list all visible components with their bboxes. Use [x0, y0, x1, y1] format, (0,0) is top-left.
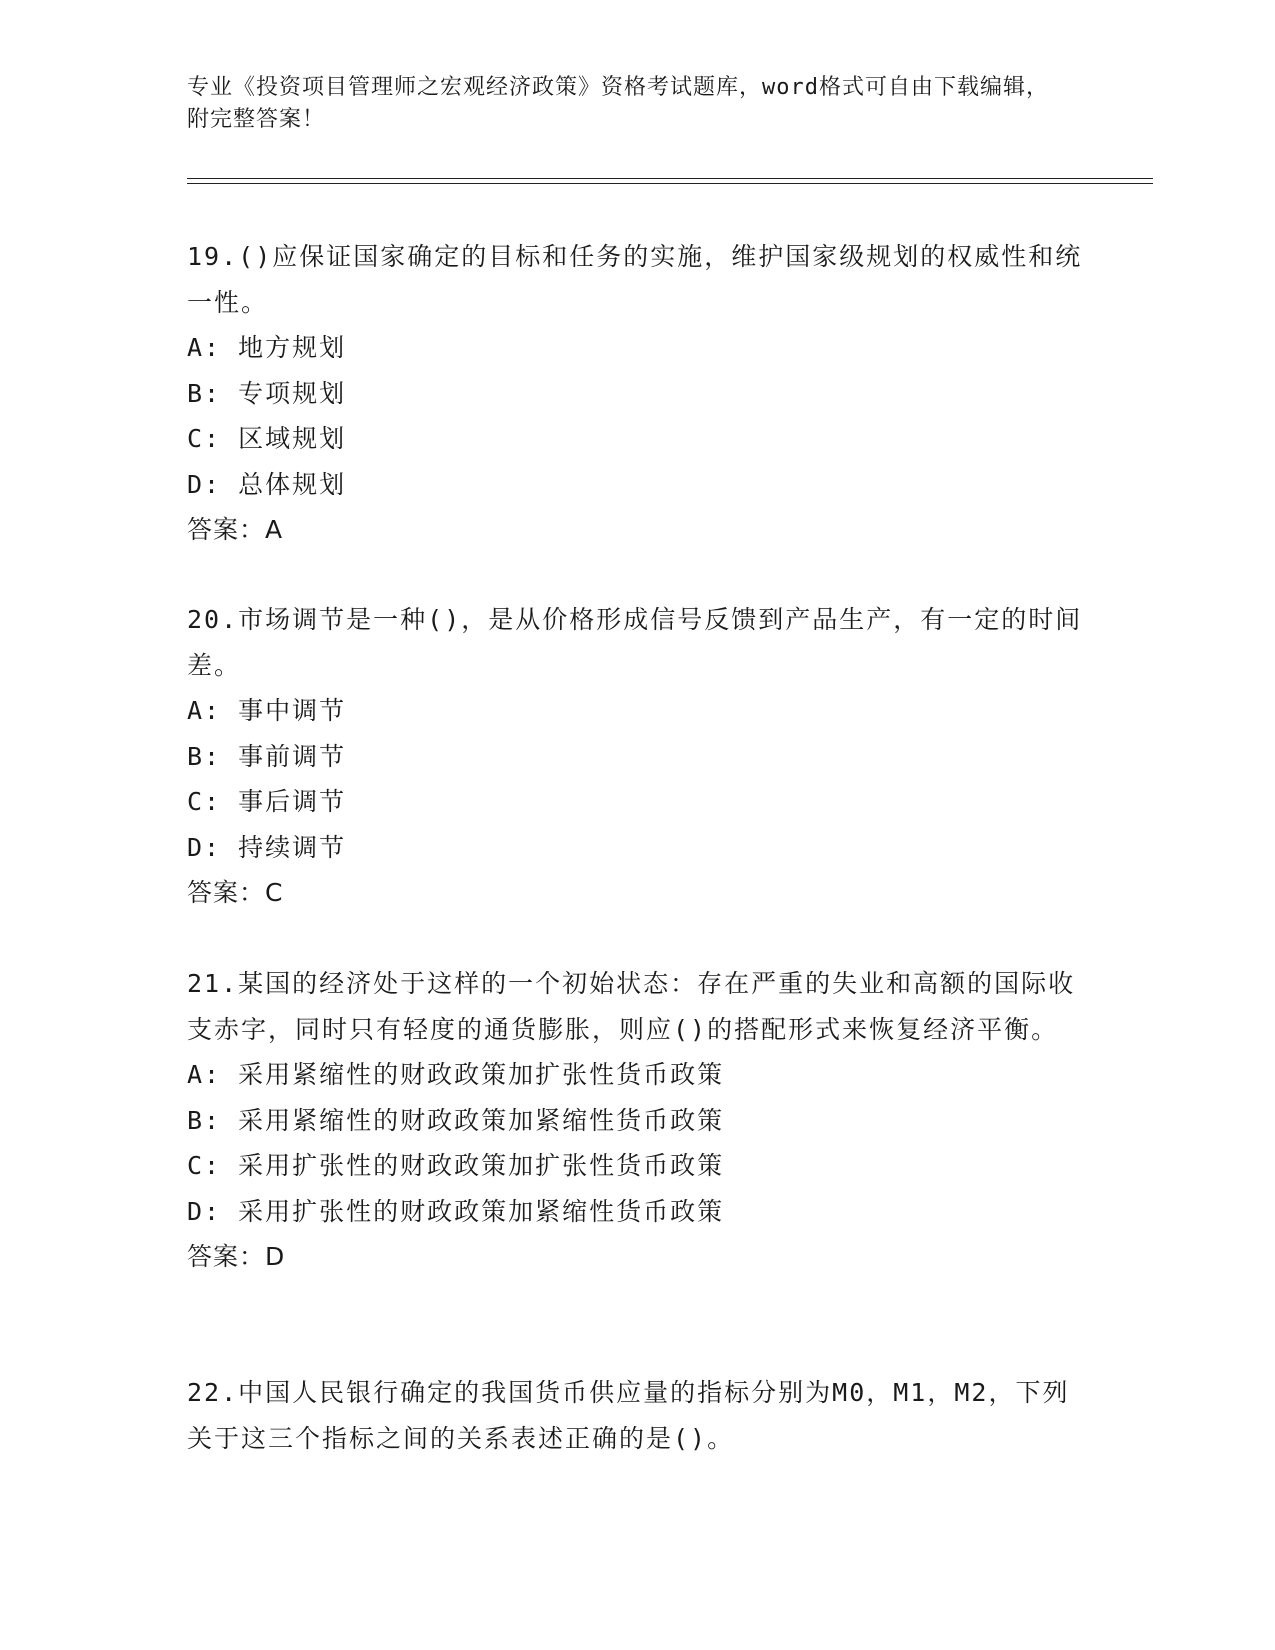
option-b: B: 事前调节	[187, 741, 347, 771]
header-divider-bottom	[187, 183, 1153, 184]
option-d: D: 持续调节	[187, 832, 347, 862]
option-a: A: 事中调节	[187, 696, 347, 725]
question-22	[187, 1370, 1087, 1461]
question-20	[187, 597, 1087, 916]
question-21	[187, 961, 1087, 1280]
option-b: B: 专项规划	[187, 378, 347, 408]
question-stem: 19.()应保证国家确定的目标和任务的实施，维护国家级规划的权威性和统一性。	[187, 242, 1083, 317]
option-d: D: 采用扩张性的财政政策加紧缩性货币政策	[187, 1196, 725, 1226]
question-stem: 22.中国人民银行确定的我国货币供应量的指标分别为M0，M1，M2，下列关于这三个指标之间的关系表述正确的是()。	[187, 1378, 1070, 1453]
answer: 答案：A	[187, 515, 284, 544]
header-divider-top	[187, 178, 1153, 179]
option-c: C: 采用扩张性的财政政策加扩张性货币政策	[187, 1151, 725, 1180]
option-c: C: 事后调节	[187, 787, 347, 816]
option-b: B: 采用紧缩性的财政政策加紧缩性货币政策	[187, 1105, 725, 1135]
question-stem: 20.市场调节是一种()，是从价格形成信号反馈到产品生产，有一定的时间差。	[187, 605, 1083, 680]
question-stem: 21.某国的经济处于这样的一个初始状态：存在严重的失业和高额的国际收支赤字，同时只有轻度的通货膨胀，则应()的搭配形式来恢复经济平衡。	[187, 969, 1076, 1044]
answer: 答案：D	[187, 1242, 286, 1271]
option-a: A: 采用紧缩性的财政政策加扩张性货币政策	[187, 1060, 725, 1089]
option-d: D: 总体规划	[187, 469, 347, 499]
answer: 答案：C	[187, 878, 284, 907]
document-header: 专业《投资项目管理师之宏观经济政策》资格考试题库，word格式可自由下载编辑，附完整答案！	[187, 75, 1049, 132]
option-c: C: 区域规划	[187, 424, 347, 453]
option-a: A: 地方规划	[187, 333, 347, 362]
question-19	[187, 234, 1087, 553]
